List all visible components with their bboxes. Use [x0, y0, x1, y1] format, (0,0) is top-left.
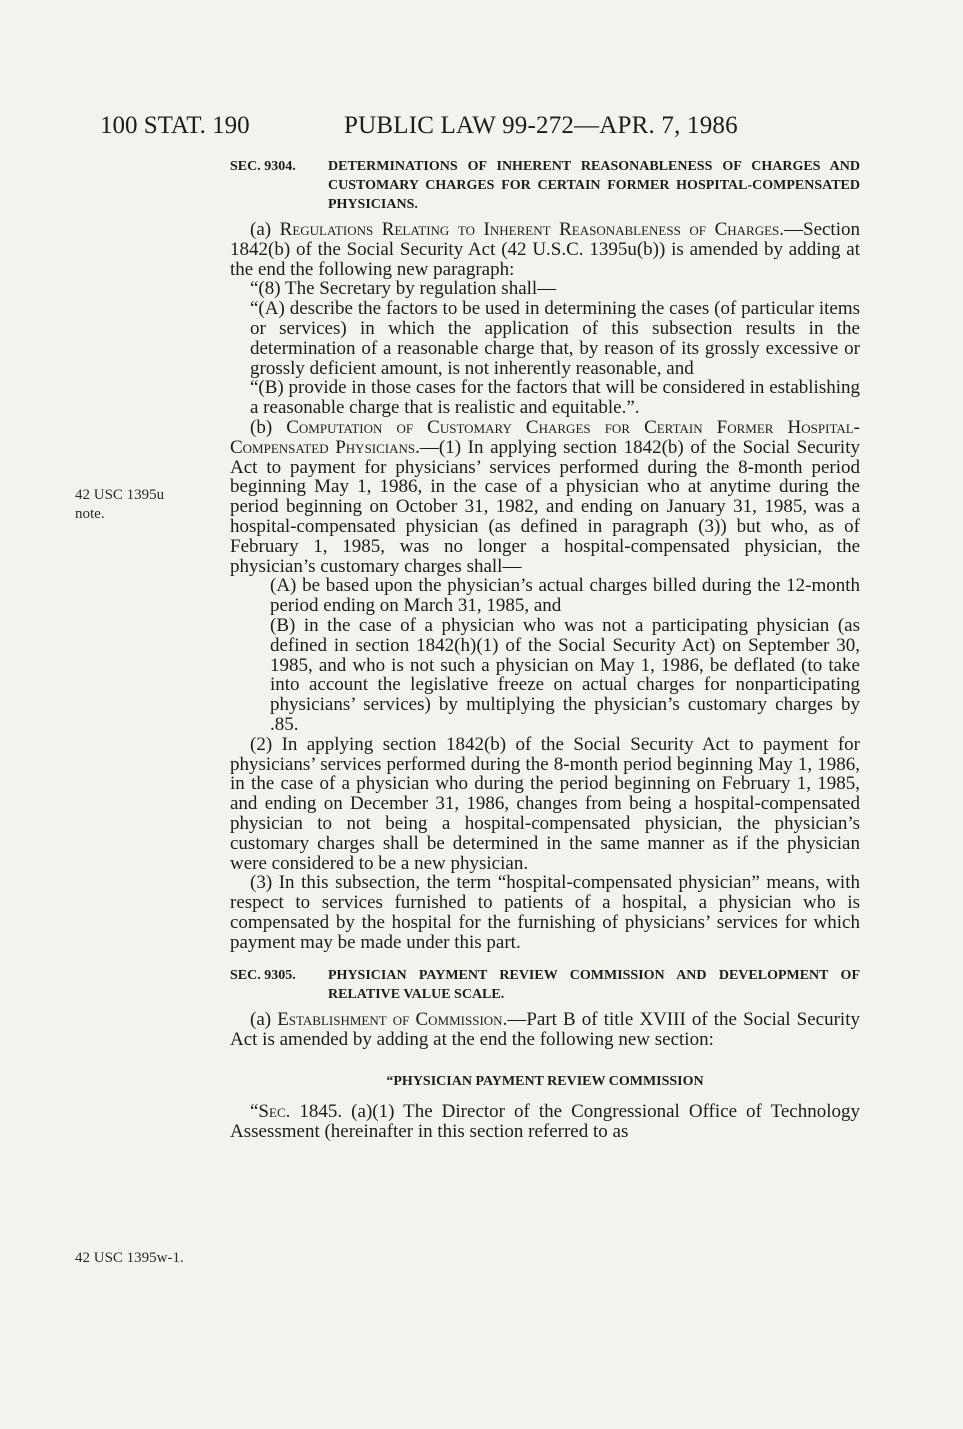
subsection-9305-a-paragraph	[230, 1010, 860, 1050]
subsection-caption: Regulations Relating to Inherent Reasonableness of Charges.	[279, 219, 784, 240]
section-9305-heading	[230, 966, 860, 1004]
clause-a: “(A) describe the factors to be used in determining the cases (of particular items or services) in which the application of this subsection results in the determination of a reasonable charge that, by reason of its grossly excessive or grossly deficient amount, is not inherently reasonable, and	[250, 298, 860, 379]
paragraph-8: “(8) The Secretary by regulation shall—	[250, 278, 557, 300]
section-1845-paragraph	[230, 1102, 860, 1142]
page-title: PUBLIC LAW 99-272—APR. 7, 1986	[344, 112, 738, 139]
clause-b-b: (B) in the case of a physician who was not a participating physician (as defined in section 1842(h)(1) of the Social Security Act) on September 30, 1985, and who is not such a physician on May 1, 1986, be deflated (to take into account the legislative freeze on actual charges for nonparticipating physicians’ services) by multiplying the physician’s customary charges by .85.	[270, 614, 860, 735]
subsection-caption: Computation of Customary Charges for Certain Former Hospital-Compensated Physicians.	[230, 416, 861, 458]
section-1845-text: 1845. (a)(1) The Director of the Congressional Office of Technology Assessment (hereinafter in this section referred to as	[230, 1100, 860, 1142]
section-heading-text: PHYSICIAN PAYMENT REVIEW COMMISSION AND DEVELOPMENT OF RELATIVE VALUE SCALE.	[328, 968, 860, 1003]
margin-note-usc-1395u	[75, 486, 164, 524]
subsection-text: —(1) In applying section 1842(b) of the Social Security Act to payment for physicians’ services performed during the 8-month period beginning May 1, 1986, in the case of a physician who at anytime during the period beginning on October 31, 1982, and ending on January 31, 1985, was a hospital-compensated physician (as defined in paragraph (3)) but who, as of February 1, 1985, was no longer a hospital-compensated physician, the physician’s customary charges shall—	[230, 436, 860, 577]
document-body	[230, 157, 860, 1141]
section-label: SEC. 9305.	[230, 968, 296, 984]
subsection-text: —Section 1842(b) of the Social Security Act (42 U.S.C. 1395u(b)) is amended by adding at the end the following new paragraph:	[230, 219, 860, 280]
clause-b-a: (A) be based upon the physician’s actual charges billed during the 12-month period ending on March 31, 1985, and	[270, 575, 860, 617]
section-9304-heading	[230, 157, 860, 214]
paragraph-b-3: (3) In this subsection, the term “hospital-compensated physician” means, with respect to services furnished to patients of a hospital, a physician who is compensated by the hospital for the furnishing of physicians’ services for which payment may be made under this part.	[230, 872, 860, 953]
section-label: SEC. 9304.	[230, 159, 296, 174]
subsection-a-paragraph	[230, 220, 860, 279]
subsection-label: (a)	[250, 1009, 272, 1031]
margin-note-line: note.	[75, 506, 105, 522]
inserted-section-title: “PHYSICIAN PAYMENT REVIEW COMMISSION	[386, 1074, 704, 1090]
subsection-caption: Establishment of Commission.	[277, 1009, 508, 1031]
margin-note-usc-1395w-1: 42 USC 1395w-1.	[75, 1250, 184, 1266]
section-1845-opening: “Sec.	[250, 1100, 291, 1122]
paragraph-b-2: (2) In applying section 1842(b) of the Social Security Act to payment for physicians’ services performed during the 8-month period beginning May 1, 1986, in the case of a physician who during the period beginning on February 1, 1985, and ending on December 31, 1986, changes from being a hospital-compensated physician to not being a hospital-compensated physician, the physician’s customary charges shall be determined in the same manner as if the physician were considered to be a new physician.	[230, 733, 860, 874]
section-heading-text: DETERMINATIONS OF INHERENT REASONABLENESS OF CHARGES AND CUSTOMARY CHARGES FOR CERTAIN FORMER HOSPITAL-COMPENSATED PHYSICIANS.	[328, 159, 860, 212]
margin-note-line: 42 USC 1395u	[75, 487, 165, 503]
subsection-label: (b)	[250, 416, 273, 438]
clause-b: “(B) provide in those cases for the factors that will be considered in establishing a reasonable charge that is realistic and equitable.”.	[250, 377, 860, 419]
stat-reference: 100 STAT. 190	[100, 112, 250, 139]
subsection-label: (a)	[250, 219, 272, 240]
subsection-b-paragraph	[230, 418, 860, 576]
subsection-text: —Part B of title XVIII of the Social Security Act is amended by adding at the end the following new section:	[230, 1009, 860, 1051]
